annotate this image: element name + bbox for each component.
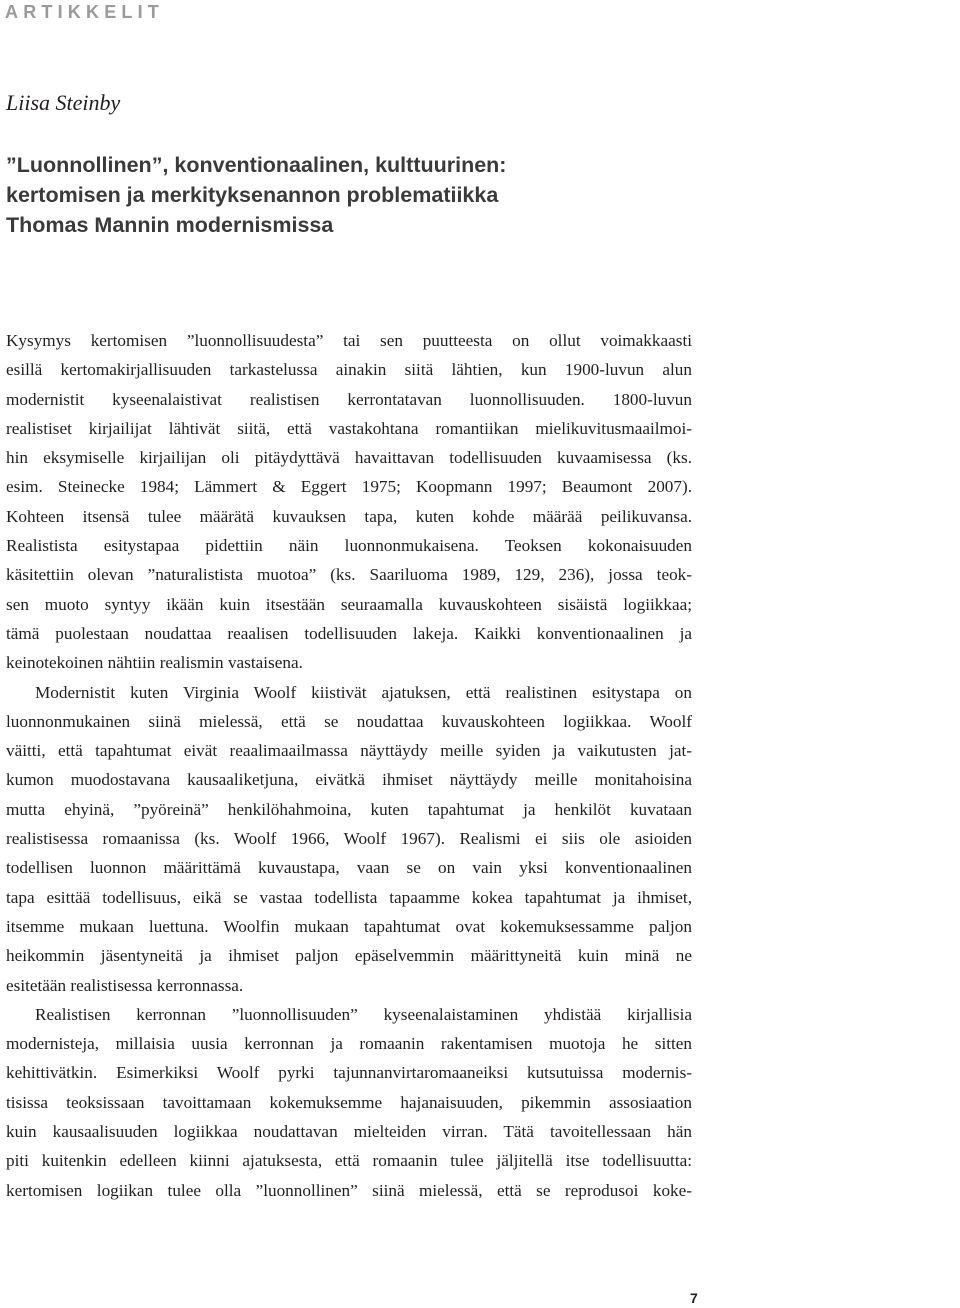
text-line: keinotekoinen nähtiin realismin vastaisena. bbox=[6, 653, 303, 673]
title-line: Thomas Mannin modernismissa bbox=[6, 213, 334, 237]
text-line: Realistista esitystapaa pidettiin näin luonnonmukaisena. Teoksen kokonaisuuden bbox=[6, 536, 692, 556]
text-line: Realistisen kerronnan ”luonnollisuuden” kyseenalaistaminen yhdistää kirjallisia bbox=[35, 1004, 692, 1024]
text-line: realistisessa romaanissa (ks. Woolf 1966, Woolf 1967). Realismi ei siis ole asioiden bbox=[6, 829, 692, 849]
article-body bbox=[6, 326, 692, 1205]
text-line: tisissa teoksissaan tavoittamaan kokemuksemme hajanaisuuden, pikemmin assosiaation bbox=[6, 1092, 692, 1112]
section-label: ARTIKKELIT bbox=[5, 2, 164, 22]
text-line: mutta ehyinä, ”pyöreinä” henkilöhahmoina, kuten tapahtumat ja henkilöt kuvataan bbox=[6, 799, 692, 819]
text-line: hin eksymiselle kirjailijan oli pitäydyttävä havaittavan todellisuuden kuvaamisessa (ks. bbox=[6, 448, 692, 468]
text-line: piti kuitenkin edelleen kiinni ajatuksesta, että romaanin tulee jäljitellä itse todellisuutta: bbox=[6, 1151, 692, 1171]
text-line: itsemme mukaan luettuna. Woolfin mukaan tapahtumat ovat kokemuksessamme paljon bbox=[6, 916, 692, 936]
text-line: Kohteen itsensä tulee määrätä kuvauksen tapa, kuten kohde määrää peilikuvansa. bbox=[6, 506, 692, 526]
text-line: väitti, että tapahtumat eivät reaalimaailmassa näyttäydy meille syiden ja vaikutusten jat- bbox=[6, 741, 692, 761]
text-line: käsitettiin olevan ”naturalistista muotoa” (ks. Saariluoma 1989, 129, 236), jossa teok- bbox=[6, 565, 692, 585]
text-line: modernisteja, millaisia uusia kerronnan ja romaanin rakentamisen muotoja he sitten bbox=[6, 1034, 692, 1054]
text-line: heikommin jäsentyneitä ja ihmiset paljon epäselvemmin määrittyneitä kuin minä ne bbox=[6, 946, 692, 966]
text-line: sen muoto syntyy ikään kuin itsestään seuraamalla kuvauskohteen sisäistä logiikkaa; bbox=[6, 594, 692, 614]
text-line: kehittivätkin. Esimerkiksi Woolf pyrki tajunnanvirtaromaaneiksi kutsutuissa modernis- bbox=[6, 1063, 692, 1083]
text-line: Modernistit kuten Virginia Woolf kiistivät ajatuksen, että realistinen esitystapa on bbox=[35, 682, 692, 702]
title-line: ”Luonnollinen”, konventionaalinen, kulttuurinen: bbox=[6, 153, 507, 177]
text-line: esillä kertomakirjallisuuden tarkastelussa ainakin siitä lähtien, kun 1900-luvun alun bbox=[6, 360, 692, 380]
text-line: kertomisen logiikan tulee olla ”luonnollinen” siinä mielessä, että se reprodusoi koke- bbox=[6, 1180, 692, 1200]
author-name: Liisa Steinby bbox=[6, 90, 121, 115]
paragraph bbox=[6, 678, 692, 1000]
text-line: realistiset kirjailijat lähtivät siitä, että vastakohtana romantiikan mielikuvitusmaailmoi- bbox=[6, 418, 692, 438]
text-line: Kysymys kertomisen ”luonnollisuudesta” tai sen puutteesta on ollut voimakkaasti bbox=[6, 331, 692, 350]
paragraph bbox=[6, 1000, 692, 1205]
title-line: kertomisen ja merkityksenannon problematiikka bbox=[6, 183, 499, 207]
text-line: modernistit kyseenalaistivat realistisen kerrontatavan luonnollisuuden. 1800-luvun bbox=[6, 389, 692, 409]
text-line: esim. Steinecke 1984; Lämmert & Eggert 1975; Koopmann 1997; Beaumont 2007). bbox=[6, 477, 692, 497]
text-line: kumon muodostavana kausaaliketjuna, eivätkä ihmiset näyttäydy meille monitahoisina bbox=[6, 770, 692, 790]
text-line: todellisen luonnon määrittämä kuvaustapa, vaan se on vain yksi konventionaalinen bbox=[6, 858, 692, 878]
text-line: tämä puolestaan noudattaa reaalisen todellisuuden lakeja. Kaikki konventionaalinen ja bbox=[6, 623, 692, 643]
text-line: luonnonmukainen siinä mielessä, että se noudattaa kuvauskohteen logiikkaa. Woolf bbox=[6, 711, 692, 731]
text-line: esitetään realistisessa kerronnassa. bbox=[6, 975, 244, 995]
paragraph bbox=[6, 326, 692, 678]
page-number: 7 bbox=[690, 1290, 698, 1306]
text-line: tapa esittää todellisuus, eikä se vastaa todellista tapaamme kokea tapahtumat ja ihmiset, bbox=[6, 887, 692, 907]
text-line: kuin kausaalisuuden logiikkaa noudattavan mielteiden virran. Tätä tavoitellessaan hän bbox=[6, 1122, 692, 1142]
article-title bbox=[6, 150, 506, 240]
